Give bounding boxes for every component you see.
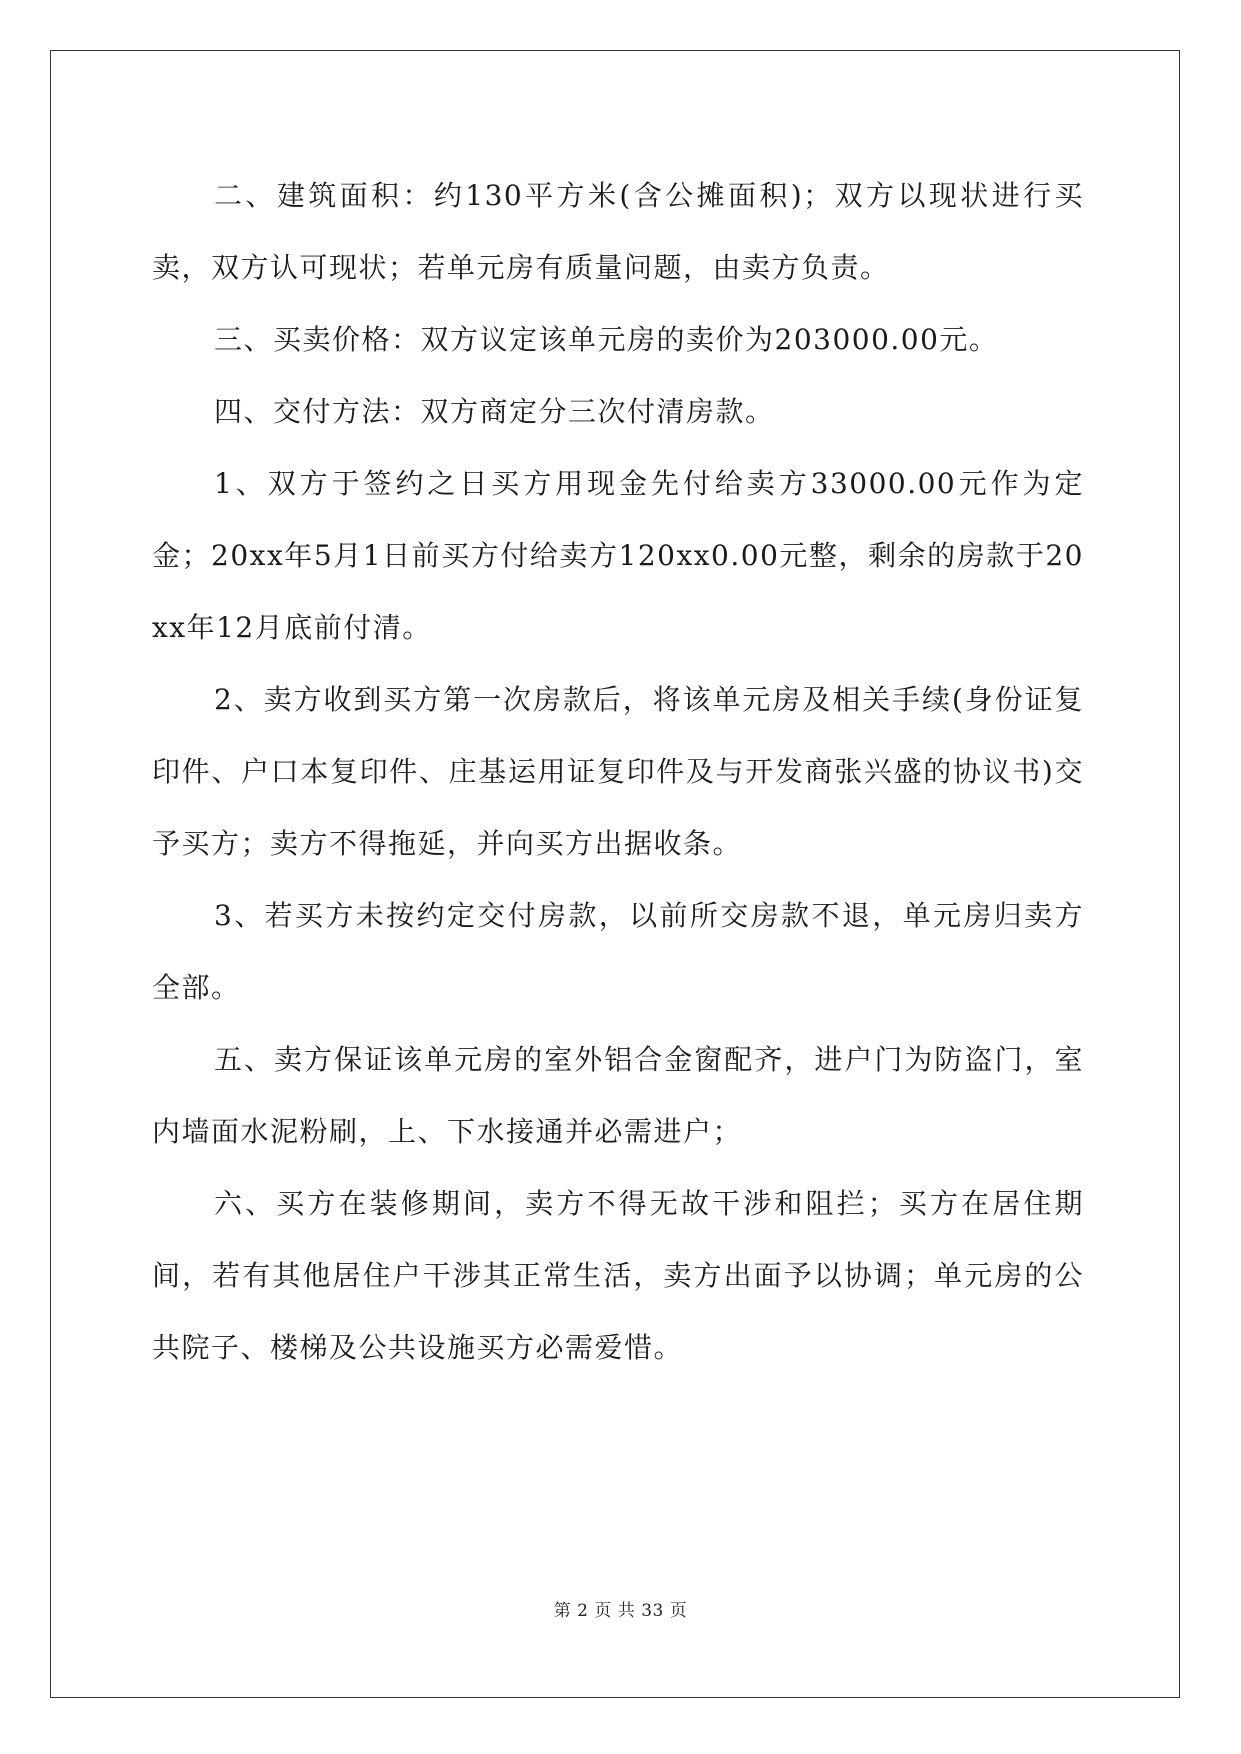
paragraph-payment-method: 四、交付方法：双方商定分三次付清房款。 (214, 395, 775, 428)
document-body (152, 160, 1084, 1384)
paragraph-payment-item-3: 3、若买方未按约定交付房款，以前所交房款不退，单元房归卖方全部。 (152, 899, 1084, 1004)
paragraph-payment-item-1: 1、双方于签约之日买方用现金先付给卖方33000.00元作为定金；20xx年5月1日前买方付给卖方120xx0.00元整，剩余的房款于20xx年12月底前付清。 (152, 467, 1084, 644)
paragraph-seller-guarantee: 五、卖方保证该单元房的室外铝合金窗配齐，进户门为防盗门，室内墙面水泥粉刷，上、下水接通并必需进户； (152, 1043, 1084, 1148)
paragraph-payment-item-2: 2、卖方收到买方第一次房款后，将该单元房及相关手续(身份证复印件、户口本复印件、庄基运用证复印件及与开发商张兴盛的协议书)交予买方；卖方不得拖延，并向买方出据收条。 (152, 683, 1084, 860)
paragraph-building-area: 二、建筑面积：约130平方米(含公摊面积)；双方以现状进行买卖，双方认可现状；若单元房有质量问题，由卖方负责。 (152, 179, 1084, 284)
page-number-footer: 第 2 页 共 33 页 (553, 1601, 688, 1621)
paragraph-renovation-terms: 六、买方在装修期间，卖方不得无故干涉和阻拦；买方在居住期间，若有其他居住户干涉其正常生活，卖方出面予以协调；单元房的公共院子、楼梯及公共设施买方必需爱惜。 (152, 1187, 1084, 1364)
paragraph-sale-price: 三、买卖价格：双方议定该单元房的卖价为203000.00元。 (214, 323, 999, 356)
